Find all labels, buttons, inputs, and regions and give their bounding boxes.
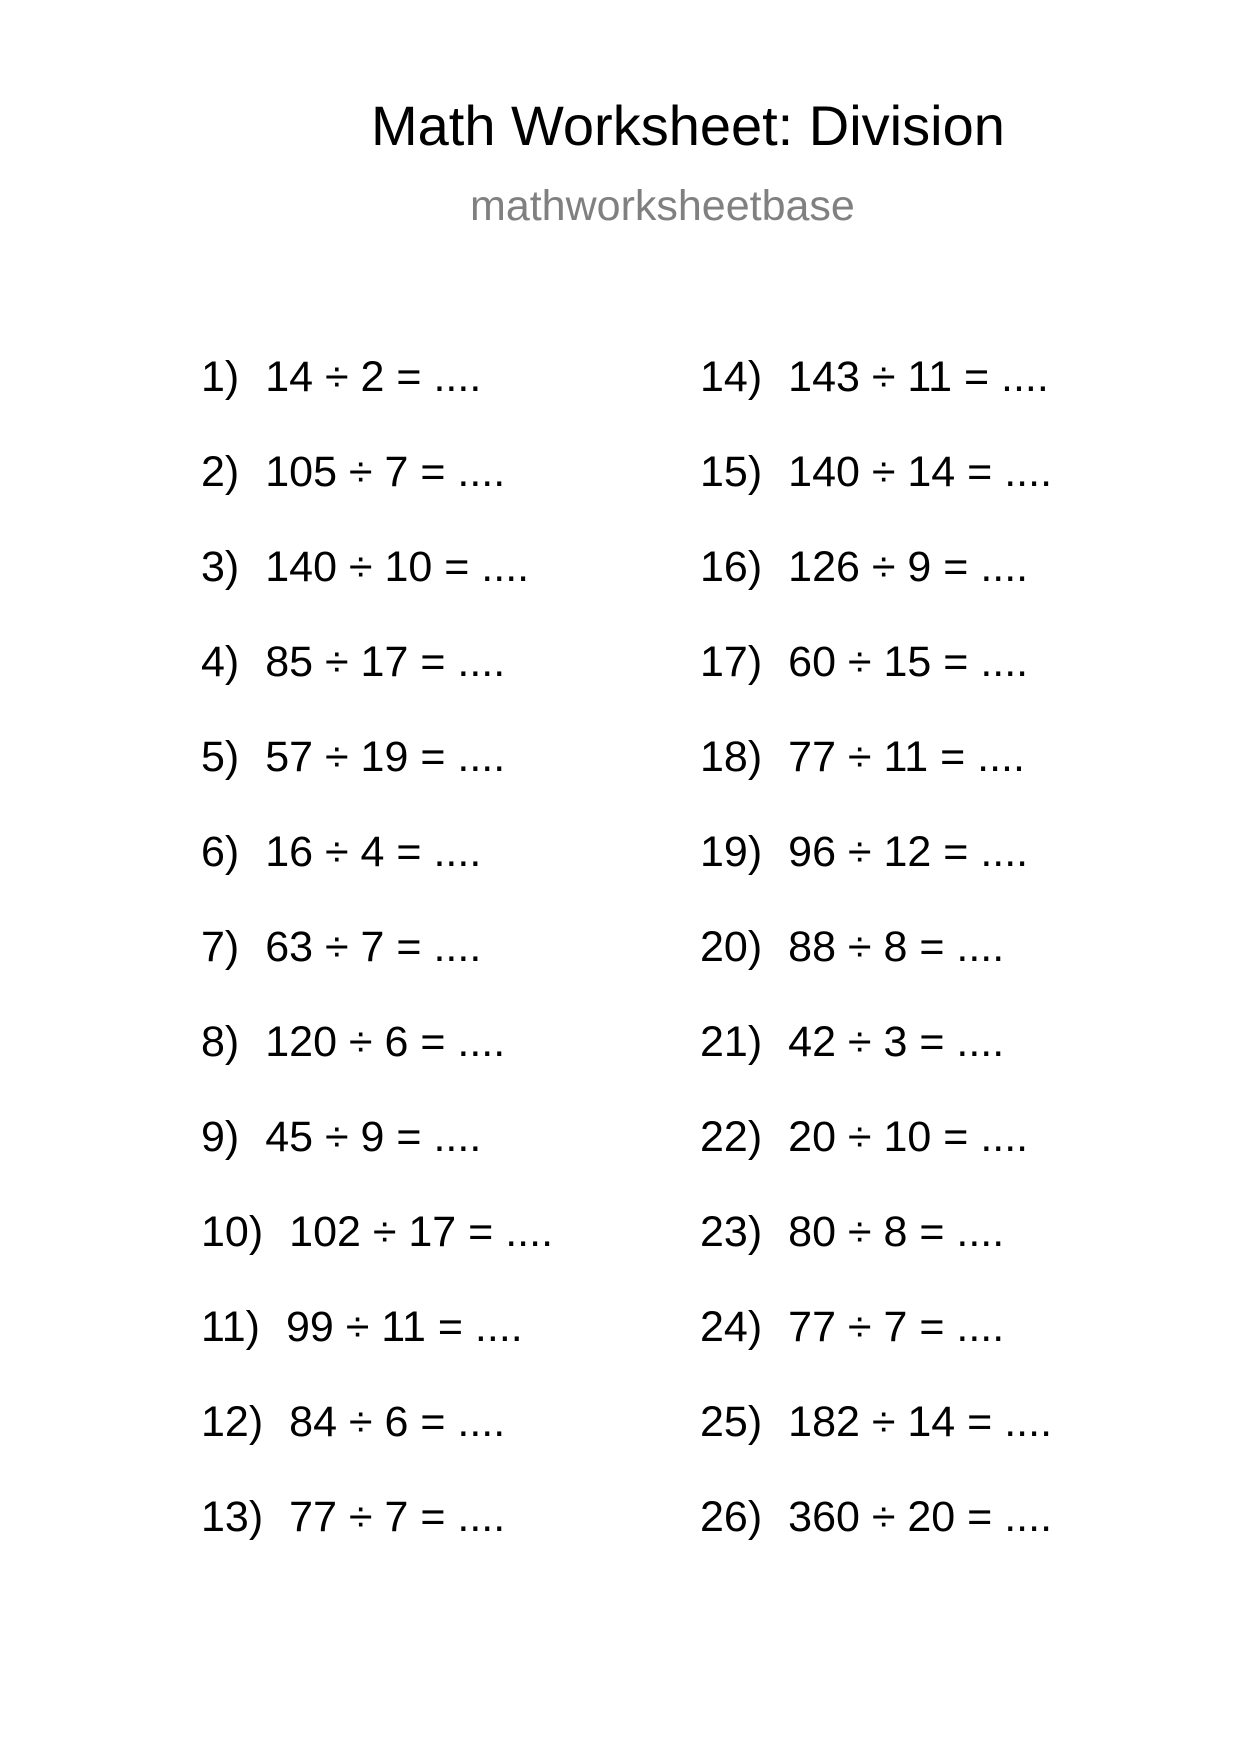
problem-expression: 360 ÷ 20 = .... [788, 1493, 1053, 1541]
problem-expression: 85 ÷ 17 = .... [265, 638, 506, 686]
problem-item [700, 447, 1052, 542]
problem-number: 18) [700, 733, 763, 781]
problem-item [700, 352, 1052, 447]
problem-number: 15) [700, 448, 763, 496]
problem-expression: 143 ÷ 11 = .... [788, 353, 1049, 401]
problem-item [201, 1017, 553, 1112]
problem-item [700, 1112, 1052, 1207]
problem-item [700, 1017, 1052, 1112]
problem-expression: 126 ÷ 9 = .... [788, 543, 1029, 591]
problem-expression: 140 ÷ 10 = .... [265, 543, 530, 591]
problem-item [201, 447, 553, 542]
left-problem-column [201, 352, 553, 1587]
problem-expression: 20 ÷ 10 = .... [788, 1113, 1029, 1161]
problem-item [700, 637, 1052, 732]
problem-number: 26) [700, 1493, 763, 1541]
problem-item [700, 732, 1052, 827]
problem-expression: 140 ÷ 14 = .... [788, 448, 1053, 496]
problem-expression: 42 ÷ 3 = .... [788, 1018, 1005, 1066]
problem-expression: 105 ÷ 7 = .... [265, 448, 506, 496]
page-title: Math Worksheet: Division [371, 94, 1005, 157]
problem-expression: 60 ÷ 15 = .... [788, 638, 1029, 686]
problem-number: 22) [700, 1113, 763, 1161]
problem-expression: 45 ÷ 9 = .... [265, 1113, 482, 1161]
problem-number: 4) [201, 638, 240, 686]
problem-number: 2) [201, 448, 240, 496]
problem-expression: 99 ÷ 11 = .... [285, 1303, 523, 1351]
problem-number: 23) [700, 1208, 763, 1256]
problem-number: 21) [700, 1018, 763, 1066]
problem-expression: 77 ÷ 7 = .... [788, 1303, 1005, 1351]
problem-item [700, 1302, 1052, 1397]
problem-number: 13) [201, 1493, 264, 1541]
problem-number: 19) [700, 828, 763, 876]
problem-number: 1) [201, 353, 240, 401]
problem-expression: 77 ÷ 11 = .... [788, 733, 1025, 781]
problem-item [201, 1302, 553, 1397]
problem-item [201, 1112, 553, 1207]
problem-expression: 182 ÷ 14 = .... [788, 1398, 1053, 1446]
problem-expression: 88 ÷ 8 = .... [788, 923, 1005, 971]
problem-item [201, 352, 553, 447]
problem-number: 14) [700, 353, 763, 401]
problem-item [700, 827, 1052, 922]
problem-number: 12) [201, 1398, 264, 1446]
problem-item [201, 1207, 553, 1302]
problem-expression: 14 ÷ 2 = .... [265, 353, 482, 401]
problem-item [201, 922, 553, 1017]
problem-item [201, 827, 553, 922]
problem-expression: 80 ÷ 8 = .... [788, 1208, 1005, 1256]
problem-expression: 16 ÷ 4 = .... [265, 828, 482, 876]
problem-number: 11) [201, 1303, 260, 1351]
problem-number: 17) [700, 638, 763, 686]
problem-number: 7) [201, 923, 240, 971]
problem-number: 6) [201, 828, 240, 876]
problem-expression: 63 ÷ 7 = .... [265, 923, 482, 971]
problem-expression: 77 ÷ 7 = .... [289, 1493, 506, 1541]
problem-expression: 84 ÷ 6 = .... [289, 1398, 506, 1446]
problem-number: 25) [700, 1398, 763, 1446]
problem-number: 10) [201, 1208, 264, 1256]
problem-expression: 102 ÷ 17 = .... [289, 1208, 554, 1256]
problem-number: 9) [201, 1113, 240, 1161]
problem-number: 8) [201, 1018, 240, 1066]
problem-item [201, 637, 553, 732]
problem-expression: 57 ÷ 19 = .... [265, 733, 506, 781]
problem-item [700, 1207, 1052, 1302]
problem-expression: 96 ÷ 12 = .... [788, 828, 1029, 876]
problem-number: 5) [201, 733, 240, 781]
problem-item [201, 732, 553, 827]
problem-number: 20) [700, 923, 763, 971]
problem-item [700, 542, 1052, 637]
problem-item [700, 1397, 1052, 1492]
problem-item [700, 1492, 1052, 1587]
problem-expression: 120 ÷ 6 = .... [265, 1018, 506, 1066]
problem-item [700, 922, 1052, 1017]
problem-number: 24) [700, 1303, 763, 1351]
problem-number: 16) [700, 543, 763, 591]
problem-item [201, 1492, 553, 1587]
right-problem-column [700, 352, 1052, 1587]
problem-item [201, 1397, 553, 1492]
problem-item [201, 542, 553, 637]
subtitle: mathworksheetbase [470, 182, 855, 230]
problem-number: 3) [201, 543, 240, 591]
